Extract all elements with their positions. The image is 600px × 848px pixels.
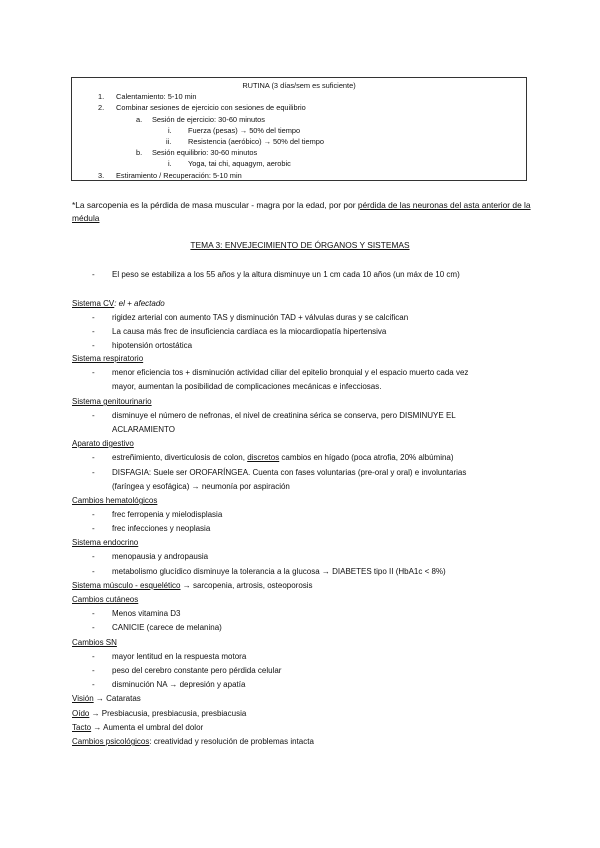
routine-item: 2. Combinar sesiones de ejercicio con sesiones de equilibrio	[98, 103, 306, 113]
routine-item: b. Sesión equilibrio: 30-60 minutos	[136, 148, 258, 158]
list-item: disminución NA → depresión y apatía	[112, 680, 246, 689]
section-musculo: Sistema músculo - esquelético → sarcopenia, artrosis, osteoporosis	[72, 581, 313, 590]
list-item: menor eficiencia tos + disminución actividad ciliar del epitelio bronquial y el espacio muerto cada vez	[112, 368, 469, 377]
section-genitourinario: Sistema genitourinario	[72, 397, 152, 406]
list-item: CANICIE (carece de melanina)	[112, 623, 222, 632]
list-item: frec infecciones y neoplasia	[112, 524, 211, 533]
list-item: menopausia y andropausia	[112, 552, 209, 561]
list-item: frec ferropenia y mielodisplasia	[112, 510, 223, 519]
list-item-cont: mayor, aumentan la posibilidad de complicaciones mecánicas e infecciosas.	[112, 382, 382, 391]
list-item: estreñimiento, diverticulosis de colon, discretos cambios en hígado (poca atrofia, 20% albúmina)	[112, 453, 454, 462]
list-item: disminuye el número de nefronas, el nivel de creatinina sérica se conserva, pero DISMINUYE EL	[112, 411, 456, 420]
section-respiratorio: Sistema respiratorio	[72, 354, 144, 363]
section-cv: Sistema CV: el + afectado	[72, 299, 165, 308]
section-endocrino: Sistema endocrino	[72, 538, 139, 547]
routine-item: 1. Calentamiento: 5-10 min	[98, 92, 197, 102]
section-oido: Oído → Presbiacusia, presbiacusia, presbiacusia	[72, 709, 247, 718]
section-digestivo: Aparato digestivo	[72, 439, 134, 448]
page-title: TEMA 3: ENVEJECIMIENTO DE ÓRGANOS Y SISTEMAS	[190, 240, 410, 250]
section-vision: Visión → Cataratas	[72, 694, 141, 703]
intro-text: El peso se estabiliza a los 55 años y la altura disminuye un 1 cm cada 10 años (un máx de 10 cm)	[112, 270, 460, 279]
routine-item: i. Yoga, tai chi, aquagym, aerobic	[168, 159, 291, 169]
list-item: rigidez arterial con aumento TAS y disminución TAD + válvulas duras y se calcifican	[112, 313, 409, 322]
list-item: La causa más frec de insuficiencia cardíaca es la miocardiopatía hipertensiva	[112, 327, 387, 336]
section-psicologicos: Cambios psicológicos: creatividad y resolución de problemas intacta	[72, 737, 314, 746]
list-item-cont: ACLARAMIENTO	[112, 425, 175, 434]
list-item: peso del cerebro constante pero pérdida celular	[112, 666, 282, 675]
routine-item: ii. Resistencia (aeróbico) → 50% del tiempo	[166, 136, 324, 146]
section-sn: Cambios SN	[72, 638, 117, 647]
routine-item: i. Fuerza (pesas) → 50% del tiempo	[168, 125, 301, 135]
list-item: DISFAGIA: Suele ser OROFARÍNGEA. Cuenta con fases voluntarias (pre-oral y oral) e involuntarias	[112, 468, 467, 477]
document-page: RUTINA (3 días/sem es suficiente) 1. Calentamiento: 5-10 min 2. Combinar sesiones de ejercicio con sesiones de equilibrio a. Sesión de ejercicio: 30-60 minutos i. Fuerza (pesas) → 50% del tiempo ii. Resistencia (aeróbico) → 50% del tiempo b. Sesión equilibrio: 30-60 minutos i. Yoga, tai chi, aquagym, aerobic 3. Estiramiento / Recuperación: 5-10 min *La sarcopenia es la pérdida de masa muscular - magra por la edad, por por pérdida de las neuronas del asta anterior de la médula TEMA 3: ENVEJECIMIENTO DE ÓRGANOS Y SISTEMAS - El peso se estabiliza a los 55 años y la altura disminuye un 1 cm cada 10 años (un máx de 10 cm) Sistema CV: el + afectado - rigidez arterial con aumento TAS y disminución TAD + válvulas duras y se calcifican - La causa más frec de insuficiencia cardíaca es la miocardiopatía hipertensiva - hipotensión ortostática Sistema respiratorio - menor eficiencia tos + disminución actividad ciliar del epitelio bronquial y el espacio muerto cada vez mayor, aumentan la posibilidad de complicaciones mecánicas e infecciosas. Sistema genitourinario - disminuye el número de nefronas, el nivel de creatinina sérica se conserva, pero DISMINUYE EL ACLARAMIENTO Aparato digestivo - estreñimiento, diverticulosis de colon, discretos cambios en hígado (poca atrofia, 20% albúmina) - DISFAGIA: Suele ser OROFARÍNGEA. Cuenta con fases voluntarias (pre-oral y oral) e involuntarias (faríngea y esofágica) → neumonía por aspiración Cambios hematológicos - frec ferropenia y mielodisplasia - frec infecciones y neoplasia Sistema endocrino - menopausia y andropausia - metabolismo glucídico disminuye la tolerancia a la glucosa → DIABETES tipo II (HbA1c < 8%) Sistema músculo - esquelético → sarcopenia, artrosis, osteoporosis Cambios cutáneos - Menos vitamina D3 - CANICIE (carece de melanina) Cambios SN - mayor lentitud en la respuesta motora - peso del cerebro constante pero pérdida celular - disminución NA → depresión y apatía Visión → Cataratas Oído → Presbiacusia, presbiacusia, presbiacusia Tacto → Aumenta el umbral del dolor Cambios psicológicos: creatividad y resolución de problemas intacta	[0, 0, 600, 848]
section-cutaneos: Cambios cutáneos	[72, 595, 139, 604]
list-item: hipotensión ortostática	[112, 341, 193, 350]
section-tacto: Tacto → Aumenta el umbral del dolor	[72, 723, 204, 732]
list-item: mayor lentitud en la respuesta motora	[112, 652, 247, 661]
list-item: Menos vitamina D3	[112, 609, 181, 618]
routine-item: 3. Estiramiento / Recuperación: 5-10 min	[98, 170, 242, 180]
list-item-cont: (faríngea y esofágica) → neumonía por aspiración	[112, 482, 290, 491]
section-hematologicos: Cambios hematológicos	[72, 496, 158, 505]
routine-box	[71, 77, 527, 181]
sarcopenia-note: *La sarcopenia es la pérdida de masa muscular - magra por la edad, por por pérdida de las neuronas del asta anterior de la médula	[72, 200, 531, 223]
routine-item: a. Sesión de ejercicio: 30-60 minutos	[136, 114, 265, 124]
routine-title: RUTINA (3 días/sem es suficiente)	[242, 81, 356, 90]
list-item: metabolismo glucídico disminuye la tolerancia a la glucosa → DIABETES tipo II (HbA1c < 8%)	[112, 567, 446, 576]
